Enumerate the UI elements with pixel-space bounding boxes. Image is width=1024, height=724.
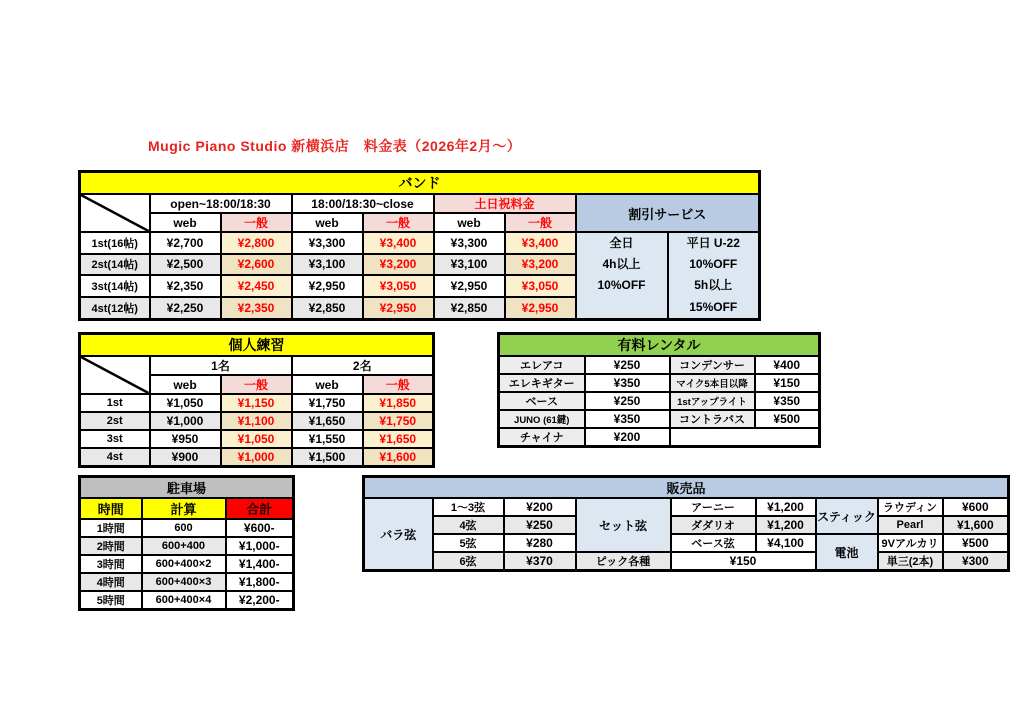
band-row-label: 4st(12帖)	[80, 297, 150, 320]
practice-price-cell: ¥1,750	[292, 394, 363, 412]
rental-price-cell: ¥200	[585, 428, 670, 447]
discount-service-header: 割引サービス	[576, 194, 760, 232]
sales-group-set: セット弦	[576, 498, 671, 552]
table-row	[80, 194, 760, 213]
practice-price-cell: ¥1,150	[221, 394, 292, 412]
practice-price-cell: ¥1,850	[363, 394, 434, 412]
table-row	[80, 334, 434, 357]
band-sub-header-general: 一般	[221, 213, 292, 232]
table-row	[80, 555, 294, 573]
parking-time-cell: 1時間	[80, 519, 142, 537]
parking-total-cell: ¥600-	[226, 519, 294, 537]
sales-group-battery: 電池	[816, 534, 878, 571]
sales-item-cell: 1～3弦	[433, 498, 504, 516]
table-row	[80, 430, 434, 448]
band-price-cell: ¥3,050	[505, 275, 576, 297]
table-row	[364, 552, 1009, 571]
discount-line: 4h以上	[602, 257, 641, 272]
parking-time-cell: 2時間	[80, 537, 142, 555]
table-row	[80, 477, 294, 499]
rental-table	[497, 332, 821, 448]
rental-item-label: JUNO (61鍵)	[499, 410, 585, 428]
band-section-header: バンド	[80, 172, 760, 195]
practice-price-cell: ¥1,050	[150, 394, 221, 412]
table-row	[80, 448, 434, 466]
sales-price-cell: ¥300	[943, 552, 1009, 571]
band-price-cell: ¥3,300	[434, 232, 505, 254]
band-sub-header-web: web	[292, 213, 363, 232]
band-price-cell: ¥2,950	[363, 297, 434, 320]
sales-price-cell: ¥370	[504, 552, 576, 571]
parking-total-cell: ¥1,800-	[226, 573, 294, 591]
band-price-cell: ¥2,350	[221, 297, 292, 320]
sales-price-cell: ¥4,100	[756, 534, 816, 552]
band-price-cell: ¥2,500	[150, 254, 221, 276]
parking-calc-cell: 600+400×2	[142, 555, 226, 573]
rental-item-label: 1stアップライト	[670, 392, 755, 410]
parking-time-cell: 5時間	[80, 591, 142, 610]
band-price-cell: ¥3,200	[363, 254, 434, 276]
practice-sub-header-web: web	[150, 375, 221, 394]
rental-item-label: チャイナ	[499, 428, 585, 447]
band-table	[78, 170, 761, 321]
sales-table	[362, 475, 1010, 572]
sales-item-cell: 4弦	[433, 516, 504, 534]
practice-price-cell: ¥1,100	[221, 412, 292, 430]
practice-price-cell: ¥1,750	[363, 412, 434, 430]
table-row	[80, 573, 294, 591]
sales-group-stick: スティック	[816, 498, 878, 534]
sales-item-cell: 9Vアルカリ	[878, 534, 943, 552]
practice-price-cell: ¥1,650	[363, 430, 434, 448]
parking-total-cell: ¥2,200-	[226, 591, 294, 610]
rental-price-cell: ¥500	[755, 410, 820, 428]
table-row	[80, 519, 294, 537]
sales-item-cell: ラウディン	[878, 498, 943, 516]
practice-sub-header-web: web	[292, 375, 363, 394]
band-price-cell: ¥3,050	[363, 275, 434, 297]
table-row	[80, 172, 760, 195]
table-row	[364, 498, 1009, 516]
sales-price-cell: ¥1,200	[756, 516, 816, 534]
practice-group-header-2p: 2名	[292, 356, 434, 375]
band-price-cell: ¥2,950	[434, 275, 505, 297]
band-price-cell: ¥2,600	[221, 254, 292, 276]
table-row	[80, 537, 294, 555]
band-corner-cell	[80, 194, 150, 232]
discount-line: 平日 U-22	[686, 236, 740, 250]
practice-row-label: 4st	[80, 448, 150, 466]
discount-line: 15%OFF	[689, 299, 738, 314]
sales-item-cell: アーニー	[671, 498, 756, 516]
rental-price-cell: ¥350	[755, 392, 820, 410]
sales-item-cell: 5弦	[433, 534, 504, 552]
sales-item-cell: Pearl	[878, 516, 943, 534]
table-row	[80, 356, 434, 375]
rental-price-cell: ¥400	[755, 356, 820, 374]
band-sub-header-web: web	[150, 213, 221, 232]
sales-item-cell: 6弦	[433, 552, 504, 571]
band-price-cell: ¥3,100	[292, 254, 363, 276]
rental-price-cell: ¥250	[585, 392, 670, 410]
practice-row-label: 1st	[80, 394, 150, 412]
band-sub-header-general: 一般	[505, 213, 576, 232]
rental-price-cell: ¥150	[755, 374, 820, 392]
sales-price-cell: ¥250	[504, 516, 576, 534]
table-row	[364, 477, 1009, 499]
table-row	[499, 392, 820, 410]
sales-price-cell: ¥1,200	[756, 498, 816, 516]
practice-row-label: 3st	[80, 430, 150, 448]
sales-price-cell: ¥600	[943, 498, 1009, 516]
table-row	[499, 374, 820, 392]
table-row	[80, 232, 760, 254]
band-price-cell: ¥3,400	[363, 232, 434, 254]
band-row-label: 1st(16帖)	[80, 232, 150, 254]
discount-line: 5h以上	[694, 278, 733, 293]
practice-sub-header-general: 一般	[363, 375, 434, 394]
sales-price-cell: ¥200	[504, 498, 576, 516]
practice-row-label: 2st	[80, 412, 150, 430]
discount-line: 10%OFF	[689, 257, 738, 272]
band-price-cell: ¥2,950	[505, 297, 576, 320]
practice-price-cell: ¥1,000	[221, 448, 292, 466]
practice-price-cell: ¥1,600	[363, 448, 434, 466]
parking-col-header-calc: 計算	[142, 498, 226, 519]
parking-calc-cell: 600+400	[142, 537, 226, 555]
practice-price-cell: ¥900	[150, 448, 221, 466]
table-row	[80, 591, 294, 610]
parking-calc-cell: 600+400×4	[142, 591, 226, 610]
discount-line	[577, 297, 667, 318]
practice-price-cell: ¥1,500	[292, 448, 363, 466]
sales-group-bara: バラ弦	[364, 498, 433, 571]
rental-item-label: コンデンサー	[670, 356, 755, 374]
band-price-cell: ¥3,100	[434, 254, 505, 276]
table-row	[499, 428, 820, 447]
rental-section-header: 有料レンタル	[499, 334, 820, 357]
band-group-header-weekend: 土日祝料金	[434, 194, 576, 213]
band-price-cell: ¥2,450	[221, 275, 292, 297]
sales-item-cell: ベース弦	[671, 534, 756, 552]
band-price-cell: ¥2,700	[150, 232, 221, 254]
practice-price-cell: ¥1,550	[292, 430, 363, 448]
page-title: Mugic Piano Studio 新横浜店 料金表（2026年2月～）	[148, 138, 522, 154]
sales-item-cell: ダダリオ	[671, 516, 756, 534]
band-price-cell: ¥3,300	[292, 232, 363, 254]
table-row	[80, 412, 434, 430]
sales-group-pick: ピック各種	[576, 552, 671, 571]
table-row	[499, 410, 820, 428]
parking-col-header-time: 時間	[80, 498, 142, 519]
diagonal-line-icon	[81, 357, 149, 393]
band-group-header-open: open~18:00/18:30	[150, 194, 292, 213]
practice-sub-header-general: 一般	[221, 375, 292, 394]
table-row	[80, 394, 434, 412]
parking-section-header: 駐車場	[80, 477, 294, 499]
practice-corner-cell	[80, 356, 150, 394]
practice-group-header-1p: 1名	[150, 356, 292, 375]
table-row	[499, 356, 820, 374]
rental-item-label: エレキギター	[499, 374, 585, 392]
band-sub-header-general: 一般	[363, 213, 434, 232]
table-row	[499, 334, 820, 357]
parking-col-header-total: 合計	[226, 498, 294, 519]
band-price-cell: ¥2,800	[221, 232, 292, 254]
discount-u22-cell	[668, 232, 760, 319]
parking-calc-cell: 600	[142, 519, 226, 537]
practice-price-cell: ¥950	[150, 430, 221, 448]
band-row-label: 3st(14帖)	[80, 275, 150, 297]
table-row	[364, 534, 1009, 552]
practice-price-cell: ¥1,650	[292, 412, 363, 430]
band-group-header-close: 18:00/18:30~close	[292, 194, 434, 213]
parking-total-cell: ¥1,400-	[226, 555, 294, 573]
table-row	[80, 498, 294, 519]
rental-price-cell: ¥350	[585, 374, 670, 392]
sales-item-cell: 単三(2本)	[878, 552, 943, 571]
sales-price-cell: ¥150	[671, 552, 816, 571]
parking-total-cell: ¥1,000-	[226, 537, 294, 555]
practice-section-header: 個人練習	[80, 334, 434, 357]
table-row	[364, 516, 1009, 534]
rental-item-label: ベース	[499, 392, 585, 410]
sales-price-cell: ¥500	[943, 534, 1009, 552]
practice-price-cell: ¥1,050	[221, 430, 292, 448]
parking-time-cell: 4時間	[80, 573, 142, 591]
practice-price-cell: ¥1,000	[150, 412, 221, 430]
band-price-cell: ¥2,250	[150, 297, 221, 320]
band-price-cell: ¥2,850	[434, 297, 505, 320]
band-price-cell: ¥2,950	[292, 275, 363, 297]
discount-line: 10%OFF	[597, 278, 646, 293]
rental-price-cell: ¥350	[585, 410, 670, 428]
band-sub-header-web: web	[434, 213, 505, 232]
parking-time-cell: 3時間	[80, 555, 142, 573]
rental-item-label: エレアコ	[499, 356, 585, 374]
parking-table	[78, 475, 295, 611]
sales-price-cell: ¥1,600	[943, 516, 1009, 534]
band-price-cell: ¥2,350	[150, 275, 221, 297]
discount-allday-cell	[576, 232, 668, 319]
discount-line: 全日	[609, 236, 634, 250]
rental-item-label: マイク5本目以降	[670, 374, 755, 392]
diagonal-line-icon	[81, 195, 149, 231]
band-row-label: 2st(14帖)	[80, 254, 150, 276]
sales-section-header: 販売品	[364, 477, 1009, 499]
rental-price-cell: ¥250	[585, 356, 670, 374]
band-price-cell: ¥2,850	[292, 297, 363, 320]
sales-price-cell: ¥280	[504, 534, 576, 552]
rental-item-label: コントラバス	[670, 410, 755, 428]
parking-calc-cell: 600+400×3	[142, 573, 226, 591]
personal-practice-table	[78, 332, 435, 468]
band-price-cell: ¥3,400	[505, 232, 576, 254]
band-price-cell: ¥3,200	[505, 254, 576, 276]
